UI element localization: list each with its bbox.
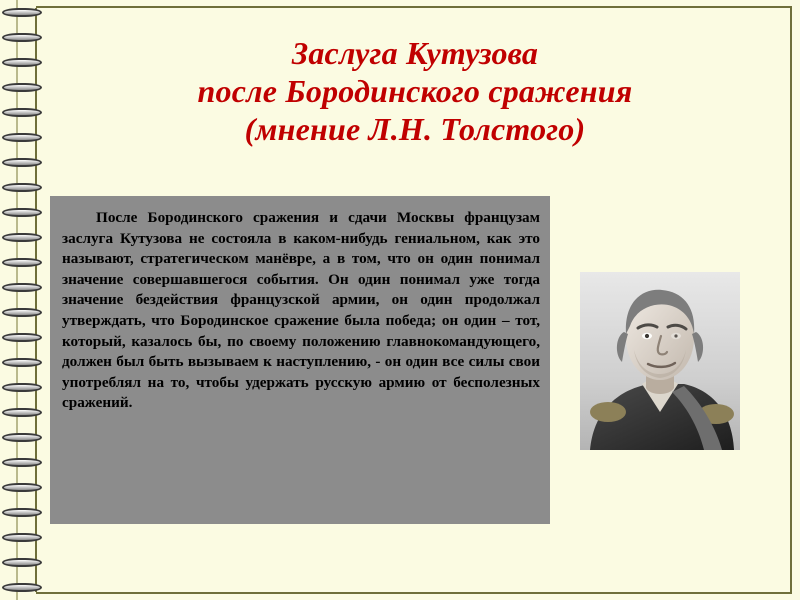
spiral-ring <box>2 558 42 567</box>
spiral-ring <box>2 458 42 467</box>
spiral-ring <box>2 433 42 442</box>
spiral-ring <box>2 183 42 192</box>
spiral-ring <box>2 233 42 242</box>
portrait-illustration <box>580 272 740 450</box>
portrait-kutuzov <box>580 272 740 450</box>
spiral-ring <box>2 58 42 67</box>
spiral-ring <box>2 208 42 217</box>
quote-panel <box>50 196 550 524</box>
spiral-ring <box>2 383 42 392</box>
spiral-ring <box>2 533 42 542</box>
slide-title-line-2: после Бородинского сражения <box>197 73 633 109</box>
spiral-ring <box>2 133 42 142</box>
slide-title-line-1: Заслуга Кутузова <box>291 35 539 71</box>
spiral-ring <box>2 358 42 367</box>
spiral-ring <box>2 508 42 517</box>
spiral-ring <box>2 333 42 342</box>
spiral-ring <box>2 83 42 92</box>
spiral-ring <box>2 108 42 117</box>
spiral-ring <box>2 33 42 42</box>
spiral-ring <box>2 158 42 167</box>
quote-text: После Бородинского сражения и сдачи Москвы французам заслуга Кутузова не состояла в каком-нибудь гениальном, как это называют, стратегическом манёвре, а в том, что он один понимал значение совершавшегося события. Он один понимал уже тогда значение бездействия французской армии, он один продолжал утверждать, что Бородинское сражение была победа; он один – тот, который, казалось бы, по своему положению главнокомандующего, должен был быть вызываем к наступлению, - он один все силы свои употреблял на то, чтобы удержать русскую армию от бесполезных сражений. <box>62 209 540 412</box>
spiral-ring <box>2 308 42 317</box>
spiral-ring <box>2 583 42 592</box>
spiral-ring <box>2 483 42 492</box>
spiral-ring <box>2 8 42 17</box>
slide-title-line-3: (мнение Л.Н. Толстого) <box>244 111 586 147</box>
slide-title <box>60 34 770 148</box>
spiral-ring <box>2 408 42 417</box>
spiral-ring <box>2 258 42 267</box>
spiral-ring <box>2 283 42 292</box>
notebook-spiral-binding <box>0 0 46 600</box>
